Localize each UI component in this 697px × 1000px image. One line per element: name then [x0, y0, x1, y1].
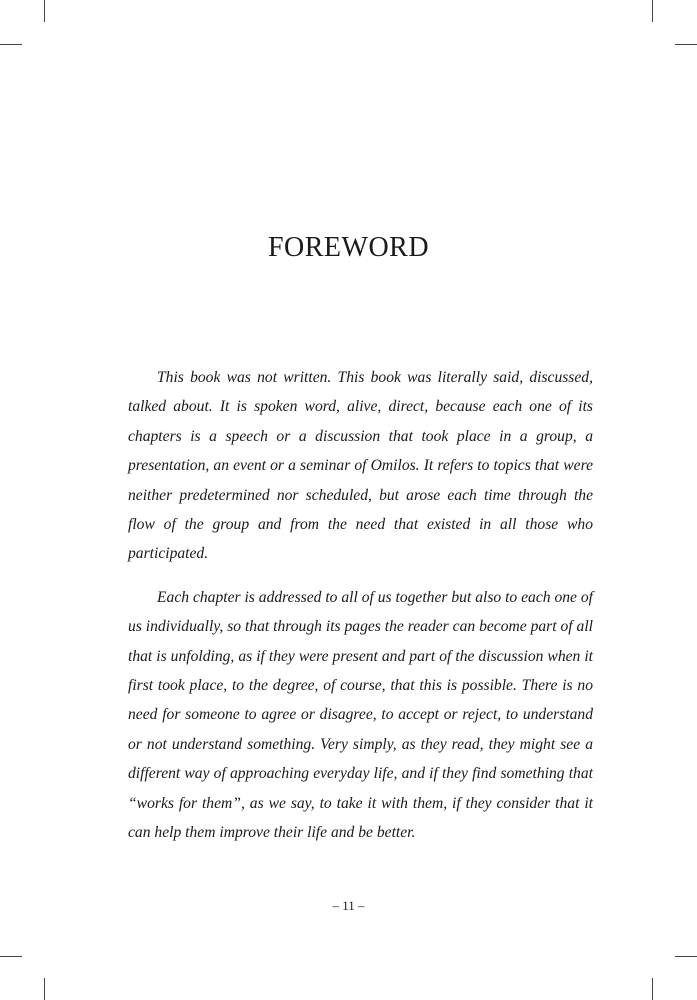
crop-mark — [652, 978, 653, 1000]
crop-mark — [44, 978, 45, 1000]
crop-mark — [0, 44, 22, 45]
crop-mark — [675, 44, 697, 45]
crop-mark — [0, 956, 22, 957]
paragraph: Each chapter is addressed to all of us together but also to each one of us individually, so that through its pages the reader can become part of all that is unfolding, as if they were present and part of the discussion when it first took place, to the degree, of course, that this is possible. There is no need for someone to agree or disagree, to accept or reject, to understand or not understand something. Very simply, as they read, they might see a different way of approaching everyday life, and if they find something that “works for them”, as we say, to take it with them, if they consider that it can help them improve their life and be better. — [128, 588, 593, 842]
paragraph: This book was not written. This book was literally said, discussed, talked about. It is spoken word, alive, direct, because each one of its chapters is a speech or a discussion that took place in a group, a presentation, an event or a seminar of Omilos. It refers to topics that were neither predetermined nor scheduled, but arose each time through the flow of the group and from the need that existed in all those who participated. — [128, 369, 593, 563]
body-text — [128, 363, 593, 848]
page-number: – 11 – — [332, 898, 365, 913]
crop-mark — [652, 0, 653, 22]
crop-mark — [44, 0, 45, 22]
crop-mark — [675, 956, 697, 957]
page-title: FOREWORD — [267, 232, 430, 263]
